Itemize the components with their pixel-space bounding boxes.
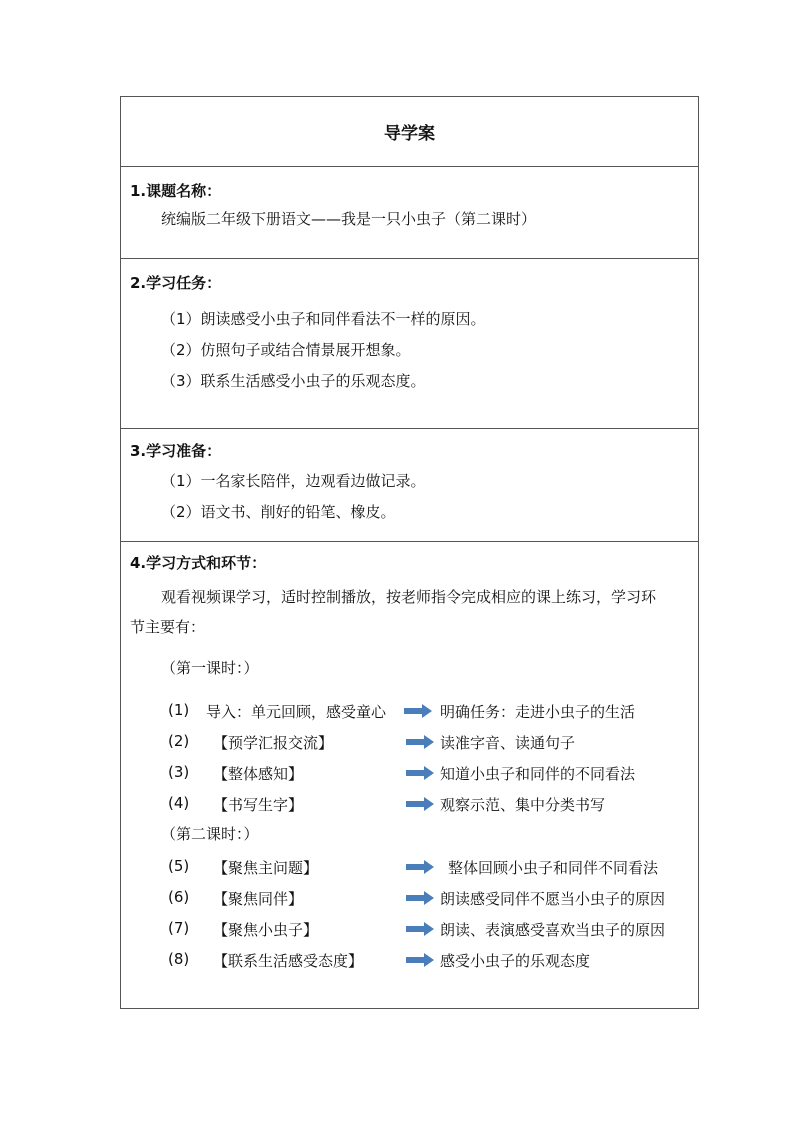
step-result: 感受小虫子的乐观态度 — [440, 952, 591, 970]
page-title: 导学案 — [384, 124, 435, 144]
section-topic — [121, 167, 698, 259]
title-row — [121, 97, 698, 167]
arrow-right-icon — [406, 891, 434, 905]
step-number: (3) — [168, 763, 190, 781]
step-result: 整体回顾小虫子和同伴不同看法 — [448, 859, 659, 877]
prep-item: （1）一名家长陪伴，边观看边做记录。 — [161, 472, 426, 490]
step-result: 读准字音、读通句子 — [440, 734, 576, 752]
section-heading: 4.学习方式和环节： — [130, 554, 267, 572]
step-result: 明确任务：走进小虫子的生活 — [440, 703, 636, 721]
section-method — [121, 542, 698, 1010]
arrow-right-icon — [406, 797, 434, 811]
step-result: 观察示范、集中分类书写 — [440, 796, 606, 814]
step-number: (8) — [168, 950, 190, 968]
method-intro: 节主要有： — [130, 618, 206, 636]
guide-table — [120, 96, 699, 1009]
section-tasks — [121, 259, 698, 429]
task-item: （3）联系生活感受小虫子的乐观态度。 — [161, 372, 426, 390]
step-label: 【聚焦同伴】 — [213, 890, 304, 908]
arrow-right-icon — [404, 704, 432, 718]
arrow-right-icon — [406, 766, 434, 780]
step-label: 导入：单元回顾，感受童心 — [206, 703, 387, 721]
step-number: (2) — [168, 732, 190, 750]
step-label: 【联系生活感受态度】 — [213, 952, 364, 970]
step-number: (7) — [168, 919, 190, 937]
step-label: 【预学汇报交流】 — [213, 734, 334, 752]
step-label: 【聚焦小虫子】 — [213, 921, 319, 939]
step-number: (4) — [168, 794, 190, 812]
arrow-right-icon — [406, 953, 434, 967]
section-heading: 3.学习准备： — [130, 442, 222, 460]
method-intro: 观看视频课学习，适时控制播放，按老师指令完成相应的课上练习，学习环 — [161, 588, 657, 606]
task-item: （2）仿照句子或结合情景展开想象。 — [161, 341, 411, 359]
step-label: 【聚焦主问题】 — [213, 859, 319, 877]
step-number: (5) — [168, 857, 190, 875]
arrow-right-icon — [406, 860, 434, 874]
section-heading: 2.学习任务： — [130, 274, 222, 292]
step-result: 知道小虫子和同伴的不同看法 — [440, 765, 636, 783]
step-number: (1) — [168, 701, 190, 719]
step-result: 朗读感受同伴不愿当小虫子的原因 — [440, 890, 666, 908]
prep-item: （2）语文书、削好的铅笔、橡皮。 — [161, 503, 396, 521]
lesson-label: （第二课时：） — [161, 825, 259, 843]
arrow-right-icon — [406, 735, 434, 749]
step-result: 朗读、表演感受喜欢当虫子的原因 — [440, 921, 666, 939]
step-number: (6) — [168, 888, 190, 906]
task-item: （1）朗读感受小虫子和同伴看法不一样的原因。 — [161, 310, 486, 328]
topic-text: 统编版二年级下册语文——我是一只小虫子（第二课时） — [161, 210, 537, 228]
lesson-label: （第一课时：） — [161, 659, 259, 677]
arrow-right-icon — [406, 922, 434, 936]
section-heading: 1.课题名称： — [130, 182, 222, 200]
step-label: 【整体感知】 — [213, 765, 304, 783]
step-label: 【书写生字】 — [213, 796, 304, 814]
section-preparation — [121, 429, 698, 542]
